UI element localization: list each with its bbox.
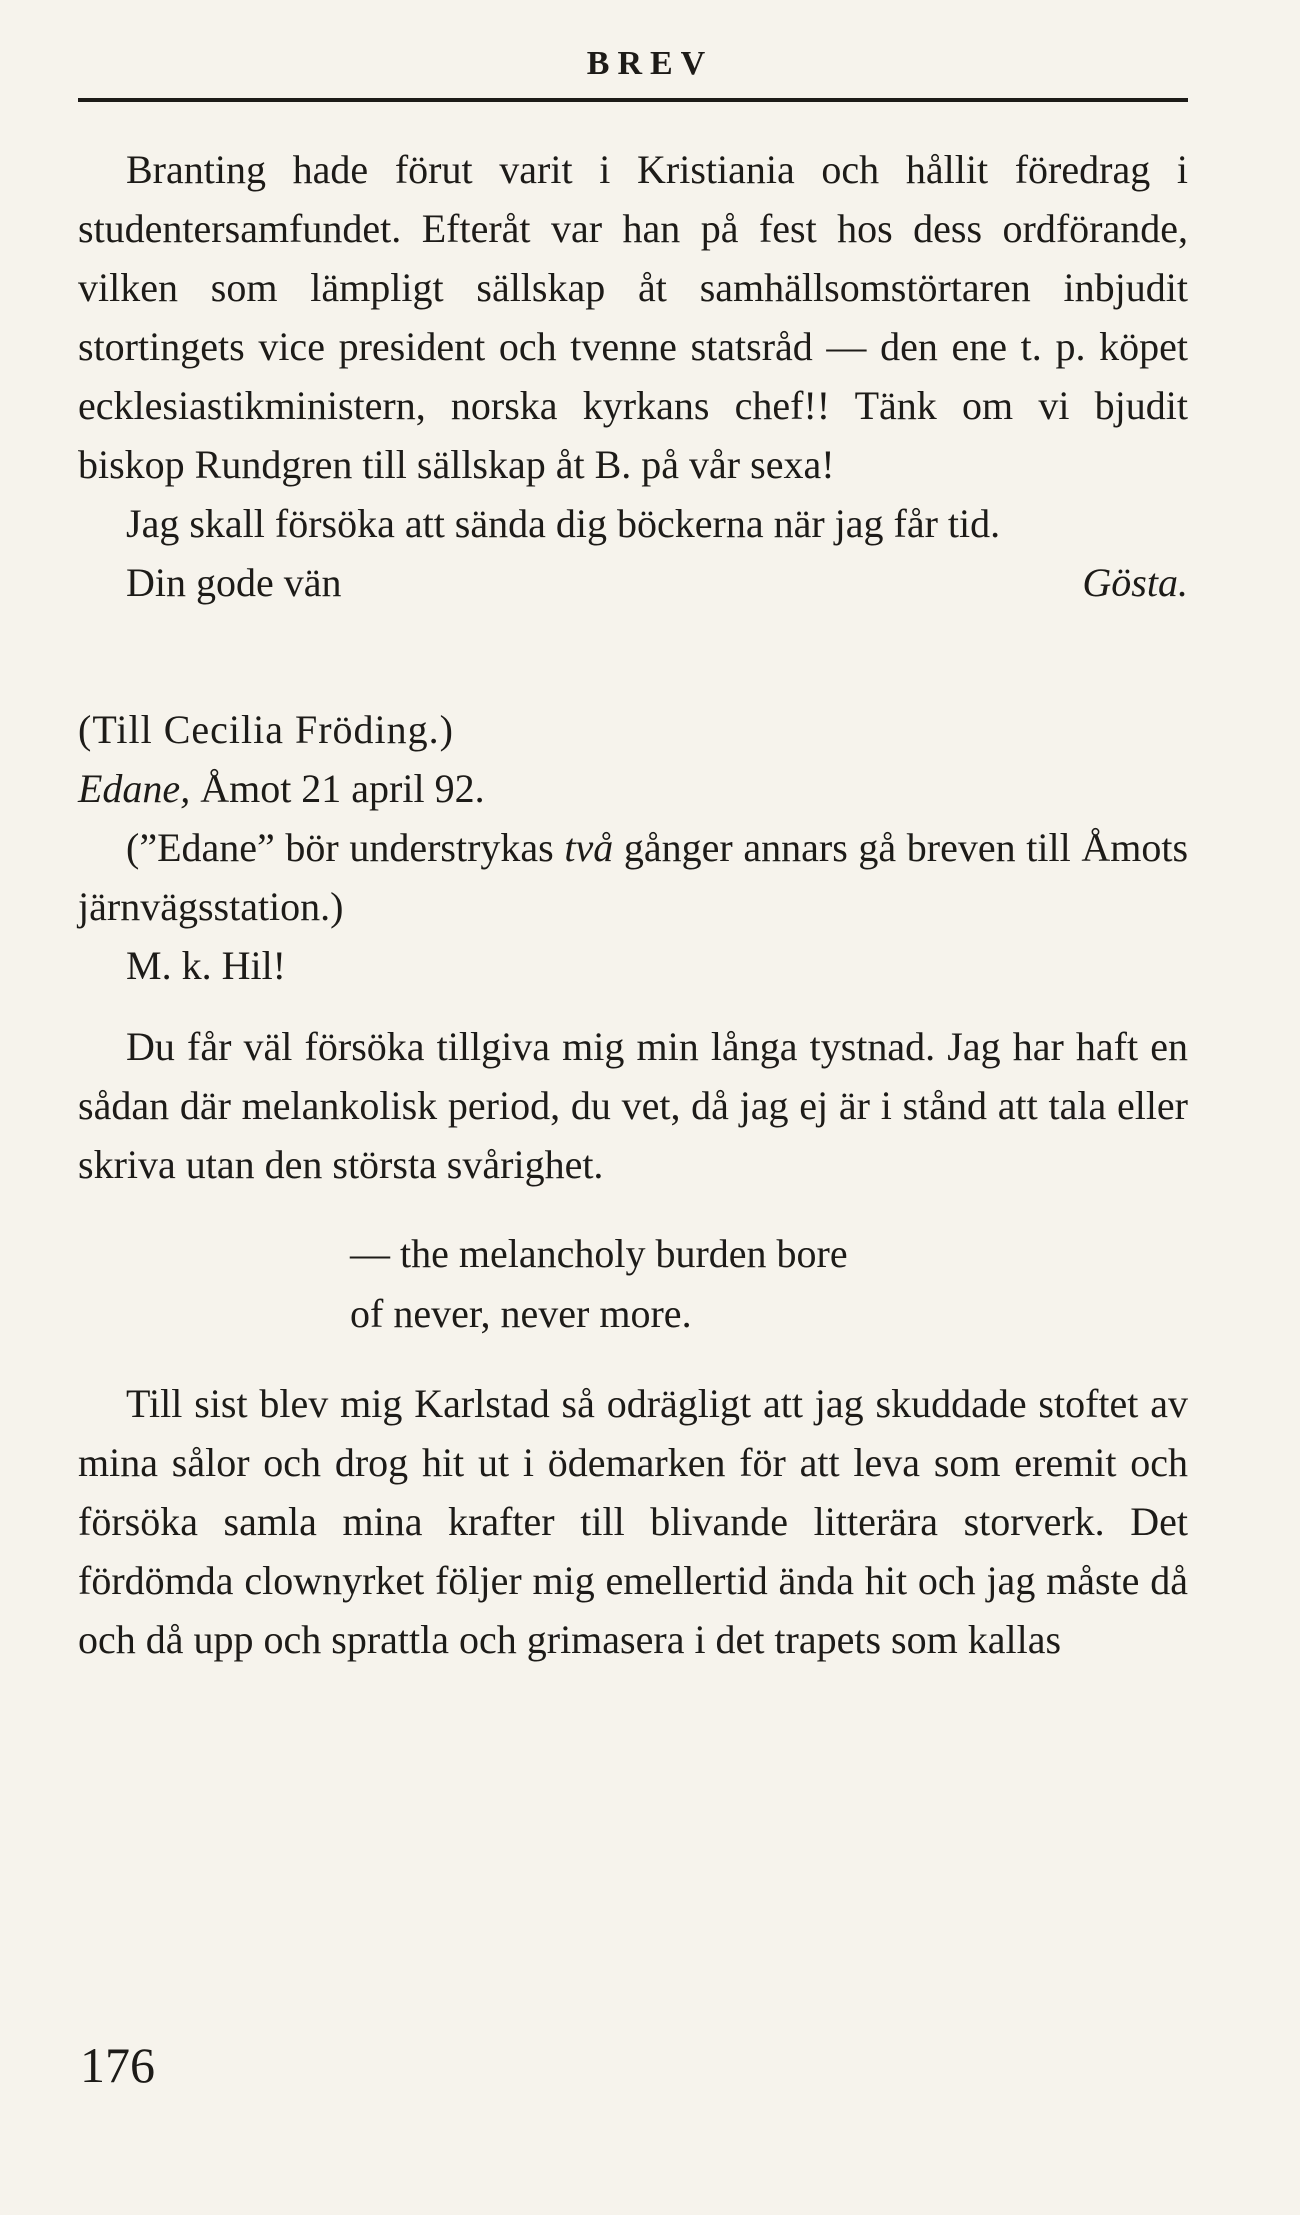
address-note-end: gånger annars gå breven till Åmots järnvägsstation.) xyxy=(78,825,1189,929)
letter-addressee: (Till Cecilia Fröding.) xyxy=(78,707,454,752)
address-note-emphasis: två xyxy=(564,825,614,870)
section-gap xyxy=(78,612,1188,700)
closing-phrase: Din gode vän xyxy=(126,560,342,605)
header-rule xyxy=(78,98,1188,102)
paragraph-karlstad: Till sist blev mig Karlstad så odrägligt att jag skuddade stoftet av mina sålor och drog hit ut i ödemarken för att leva som eremit och försöka samla mina krafter till blivande litterära storverk. Det fördömda clownyrket följer mig emellertid ända hit och jag måste då och då upp och sprattla och grimasera i det trapets som kallas xyxy=(78,1381,1188,1662)
page-text xyxy=(78,140,1188,1669)
paragraph-books: Jag skall försöka att sända dig böckerna när jag får tid. xyxy=(126,501,1001,546)
letter-closing xyxy=(78,553,1188,612)
address-note-start: (”Edane” bör understrykas xyxy=(126,825,554,870)
salutation: M. k. Hil! xyxy=(126,943,286,988)
verse-line-2: of never, never more. xyxy=(350,1291,692,1336)
paragraph-branting: Branting hade förut varit i Kristiania och hållit föredrag i studentersamfundet. Efteråt var han på fest hos dess ordförande, vilken som lämpligt sällskap åt samhällsomstörtaren inbjudit stortingets vice president och tvenne statsråd — den ene t. p. köpet ecklesiastikministern, norska kyrkans chef!! Tänk om vi bjudit biskop Rundgren till sällskap åt B. på vår sexa! xyxy=(78,147,1188,487)
signature: Gösta. xyxy=(1082,560,1188,605)
letter-dateline xyxy=(78,759,1188,818)
page-number: 176 xyxy=(80,2037,155,2093)
address-note xyxy=(78,818,1188,936)
paragraph-silence: Du får väl försöka tillgiva mig min långa tystnad. Jag har haft en sådan där melankolisk period, du vet, då jag ej är i stånd att tala eller skriva utan den största svårighet. xyxy=(78,1024,1188,1187)
dateline-place: Edane, xyxy=(78,766,191,811)
verse-line-1: — the melancholy burden bore xyxy=(350,1231,848,1276)
running-head: BREV xyxy=(586,45,714,82)
dateline-date: Åmot 21 april 92. xyxy=(200,766,485,811)
verse-quote xyxy=(78,1224,1188,1344)
